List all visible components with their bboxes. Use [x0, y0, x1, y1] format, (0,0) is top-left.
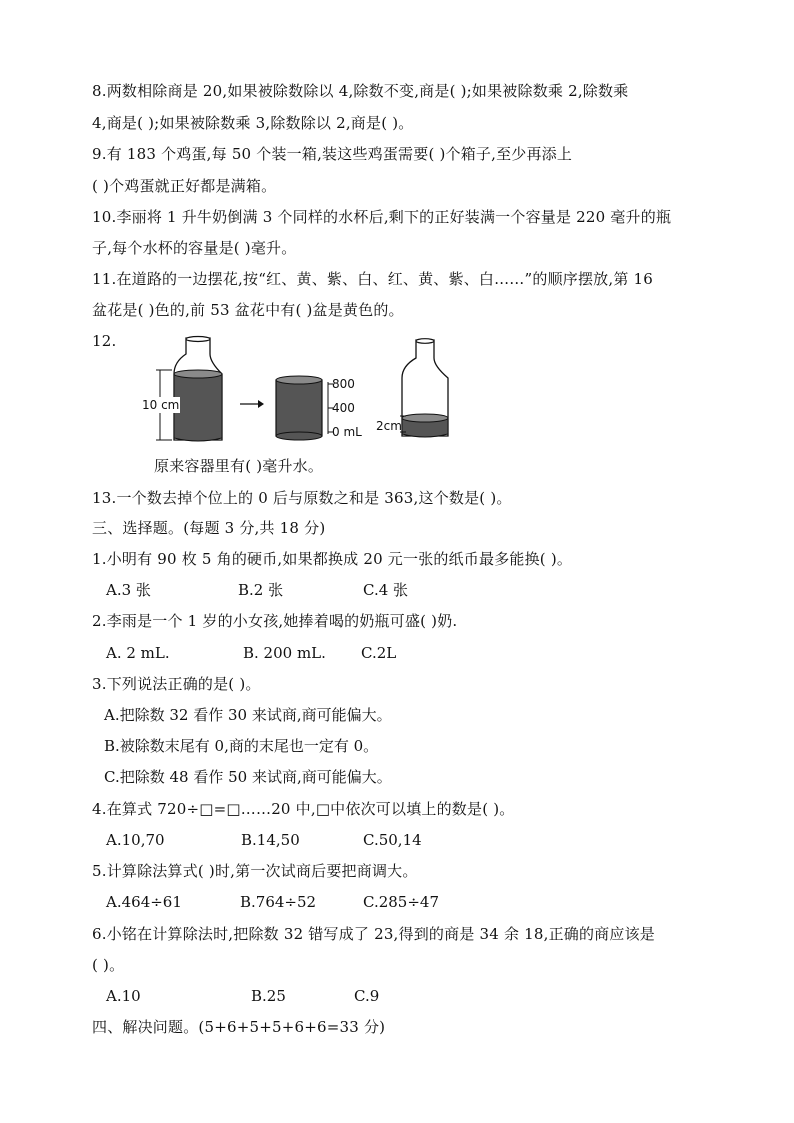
scale-label-400: 400: [332, 401, 355, 415]
s3-q2-option-a: A. 2 mL.: [106, 644, 170, 662]
full-bottle: [142, 337, 222, 442]
q12-caption: 原来容器里有( )毫升水。: [154, 457, 324, 475]
scale-label-800: 800: [332, 377, 355, 391]
q8-line1: 8.两数相除商是 20,如果被除数除以 4,除数不变,商是( );如果被除数乘 2,除数乘: [92, 82, 629, 100]
s3-q6-text: 6.小铭在计算除法时,把除数 32 错写成了 23,得到的商是 34 余 18,正确的商应该是: [92, 925, 655, 943]
scale-label-0: 0 mL: [332, 425, 362, 439]
s3-q2-text: 2.李雨是一个 1 岁的小女孩,她捧着喝的奶瓶可盛( )奶.: [92, 612, 458, 630]
s3-q6-text-line2: ( )。: [92, 956, 125, 974]
q9-line2: ( )个鸡蛋就正好都是满箱。: [92, 177, 277, 195]
s3-q3-option-a: A.把除数 32 看作 30 来试商,商可能偏大。: [104, 706, 392, 724]
s3-q5-option-c: C.285÷47: [363, 893, 439, 911]
q12-figure: [142, 336, 470, 446]
q10-line1: 10.李丽将 1 升牛奶倒满 3 个同样的水杯后,剩下的正好装满一个容量是 220 毫升的瓶: [92, 208, 672, 226]
s3-q6-option-a: A.10: [106, 987, 141, 1005]
small-height-label: 2cm: [376, 419, 402, 433]
s3-q5-option-b: B.764÷52: [240, 893, 317, 911]
s3-q3-option-b: B.被除数末尾有 0,商的末尾也一定有 0。: [104, 737, 379, 755]
s3-q2-option-b: B. 200 mL.: [243, 644, 326, 662]
s3-q1-text: 1.小明有 90 枚 5 角的硬币,如果都换成 20 元一张的纸币最多能换( )。: [92, 550, 573, 568]
s3-q4-option-a: A.10,70: [106, 831, 165, 849]
q11-line2: 盆花是( )色的,前 53 盆花中有( )盆是黄色的。: [92, 301, 404, 319]
s3-q3-text: 3.下列说法正确的是( )。: [92, 675, 261, 693]
s3-q5-text: 5.计算除法算式( )时,第一次试商后要把商调大。: [92, 862, 418, 880]
s3-q6-option-b: B.25: [251, 987, 286, 1005]
s3-q1-option-b: B.2 张: [238, 581, 284, 599]
q10-line2: 子,每个水杯的容量是( )毫升。: [92, 239, 297, 257]
q8-line2: 4,商是( );如果被除数乘 3,除数除以 2,商是( )。: [92, 114, 414, 132]
measuring-cylinder: [276, 376, 362, 440]
section3-title: 三、选择题。(每题 3 分,共 18 分): [92, 519, 326, 537]
arrow-icon: [240, 400, 264, 408]
height-label: 10 cm: [142, 398, 180, 412]
s3-q4-option-c: C.50,14: [363, 831, 422, 849]
s3-q1-option-c: C.4 张: [363, 581, 409, 599]
q11-line1: 11.在道路的一边摆花,按“红、黄、紫、白、红、黄、紫、白……”的顺序摆放,第 16: [92, 270, 653, 288]
section4-title: 四、解决问题。(5+6+5+5+6+6=33 分): [92, 1018, 386, 1036]
q9-line1: 9.有 183 个鸡蛋,每 50 个装一箱,装这些鸡蛋需要( )个箱子,至少再添上: [92, 145, 573, 163]
q12-number: 12.: [92, 332, 117, 350]
q13-line1: 13.一个数去掉个位上的 0 后与原数之和是 363,这个数是( )。: [92, 489, 512, 507]
small-water-bottle: [376, 339, 448, 437]
s3-q6-option-c: C.9: [354, 987, 380, 1005]
s3-q5-option-a: A.464÷61: [106, 893, 182, 911]
s3-q4-text: 4.在算式 720÷□=□……20 中,□中依次可以填上的数是( )。: [92, 800, 515, 818]
s3-q3-option-c: C.把除数 48 看作 50 来试商,商可能偏大。: [104, 768, 392, 786]
s3-q1-option-a: A.3 张: [106, 581, 151, 599]
s3-q2-option-c: C.2L: [361, 644, 397, 662]
s3-q4-option-b: B.14,50: [241, 831, 300, 849]
